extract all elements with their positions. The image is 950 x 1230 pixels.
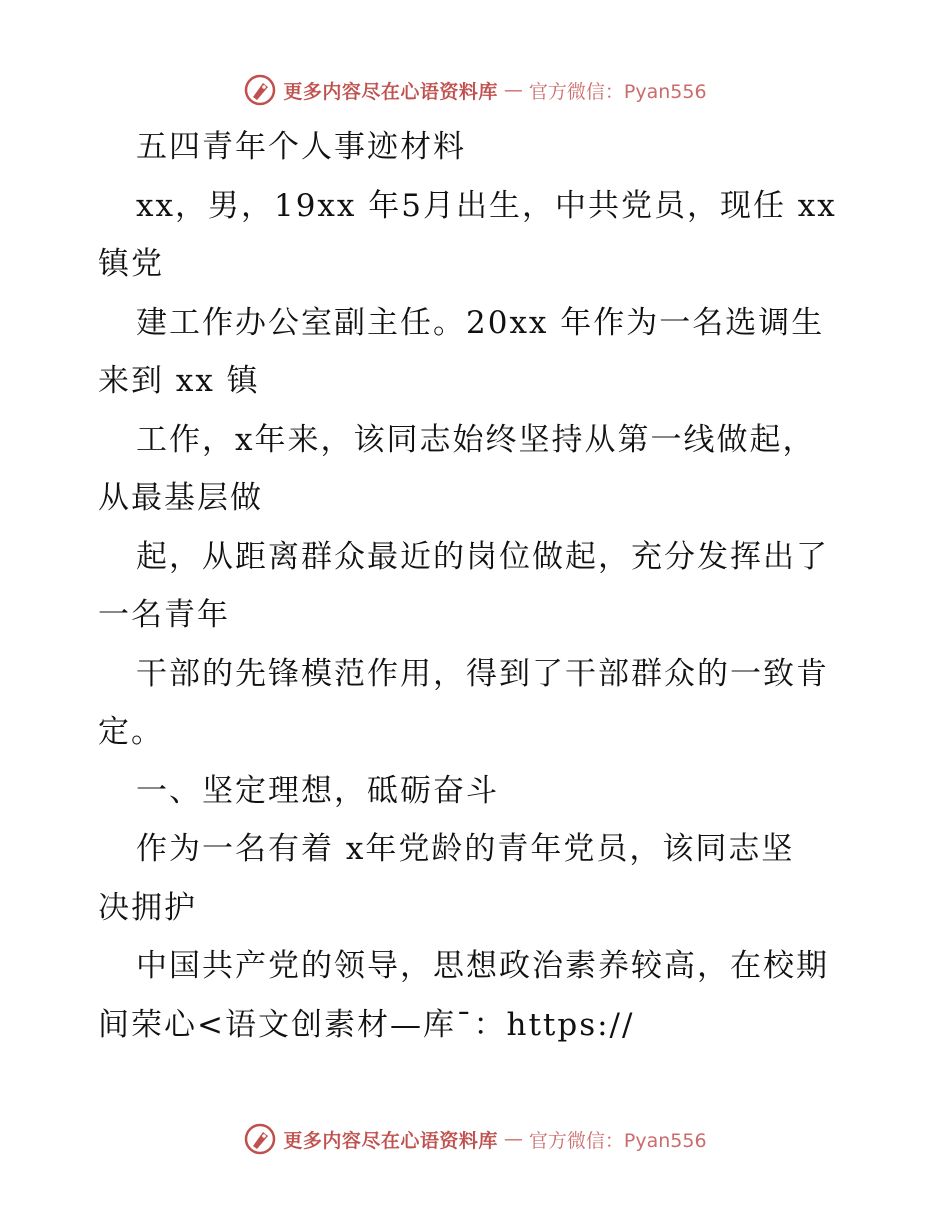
watermark-dash: — bbox=[503, 79, 523, 101]
paragraph-line: 作为一名有着 x年党龄的青年党员，该同志坚 bbox=[136, 831, 795, 867]
pen-nib-circle-icon bbox=[243, 1122, 277, 1156]
paragraph-line: 工作，x年来，该同志始终坚持从第一线做起， bbox=[136, 421, 816, 458]
paragraph-line: 从最基层做 bbox=[98, 480, 263, 516]
paragraph-line: xx，男，19xx 年5月出生，中共党员，现任 xx bbox=[136, 187, 837, 224]
paragraph-line: 干部的先锋模范作用，得到了干部群众的一致肯 bbox=[136, 655, 829, 692]
watermark-brand-text: 更多内容尽在心语资料库 bbox=[283, 1129, 498, 1152]
paragraph-line: 决拥护 bbox=[98, 889, 197, 926]
pen-nib-circle-icon bbox=[243, 73, 277, 107]
paragraph-line: 镇党 bbox=[98, 246, 164, 282]
watermark-wechat-text: 官方微信：Pyan556 bbox=[528, 80, 707, 103]
paragraph-line: 起，从距离群众最近的岗位做起，充分发挥出了 bbox=[136, 538, 829, 575]
section-heading: 一、坚定理想，砥砺奋斗 bbox=[136, 772, 499, 809]
paragraph-line: 来到 xx 镇 bbox=[98, 363, 260, 399]
document-title: 五四青年个人事迹材料 bbox=[136, 129, 466, 165]
paragraph-line: 中国共产党的领导，思想政治素养较高，在校期 bbox=[136, 948, 829, 984]
paragraph-line: 间荣心<语文创素材—库¯：https:// bbox=[98, 1006, 635, 1043]
paragraph-line: 一名青年 bbox=[98, 597, 230, 633]
watermark-wechat-text: 官方微信：Pyan556 bbox=[528, 1129, 707, 1152]
watermark-brand-text: 更多内容尽在心语资料库 bbox=[283, 80, 498, 103]
paragraph-line: 建工作办公室副主任。20xx 年作为一名选调生 bbox=[136, 304, 825, 341]
paragraph-line: 定。 bbox=[98, 714, 164, 750]
watermark-dash: — bbox=[503, 1128, 523, 1150]
document-body bbox=[98, 118, 858, 1054]
footer-watermark bbox=[0, 1119, 950, 1159]
header-watermark bbox=[0, 70, 950, 110]
